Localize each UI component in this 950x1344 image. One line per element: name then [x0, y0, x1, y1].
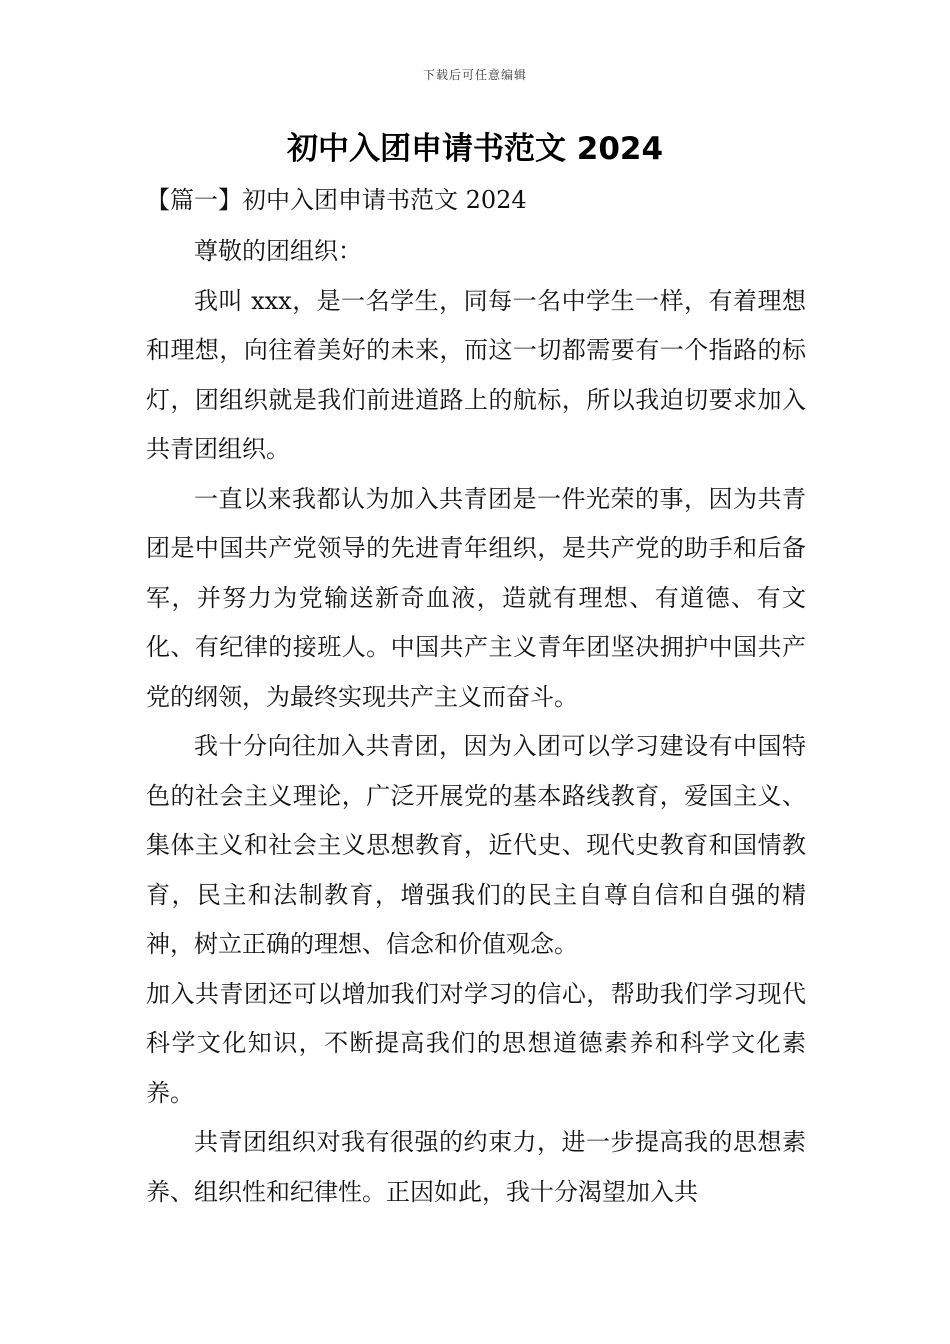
header-note: 下载后可任意编辑 — [422, 68, 527, 82]
paragraph-1: 我叫 xxx，是一名学生，同每一名中学生一样，有着理想和理想，向往着美好的未来，而这一切都需要有一个指路的标灯，团组织就是我们前进道路上的航标，所以我迫切要求加入共青团组织。 — [146, 286, 806, 463]
paragraph-5: 共青团组织对我有很强的约束力，进一步提高我的思想素养、组织性和纪律性。正因如此，我十分渴望加入共 — [146, 1128, 806, 1206]
paragraph-3: 我十分向往加入共青团，因为入团可以学习建设有中国特色的社会主义理论，广泛开展党的基本路线教育，爱国主义、集体主义和社会主义思想教育，近代史、现代史教育和国情教育，民主和法制教育，增强我们的民主自尊自信和自强的精神，树立正确的理想、信念和价值观念。 — [146, 732, 806, 958]
document-title: 初中入团申请书范文 2024 — [286, 131, 664, 167]
paragraph-2: 一直以来我都认为加入共青团是一件光荣的事，因为共青团是中国共产党领导的先进青年组织，是共产党的助手和后备军，并努力为党输送新奇血液，造就有理想、有道德、有文化、有纪律的接班人。中国共产主义青年团坚决拥护中国共产党的纲领，为最终实现共产主义而奋斗。 — [146, 484, 806, 711]
document-body — [146, 227, 806, 1217]
greeting: 尊敬的团组织： — [194, 237, 362, 265]
section-heading: 【篇一】初中入团申请书范文 2024 — [146, 186, 527, 214]
paragraph-4: 加入共青团还可以增加我们对学习的信心，帮助我们学习现代科学文化知识，不断提高我们的思想道德素养和科学文化素养。 — [146, 979, 806, 1107]
